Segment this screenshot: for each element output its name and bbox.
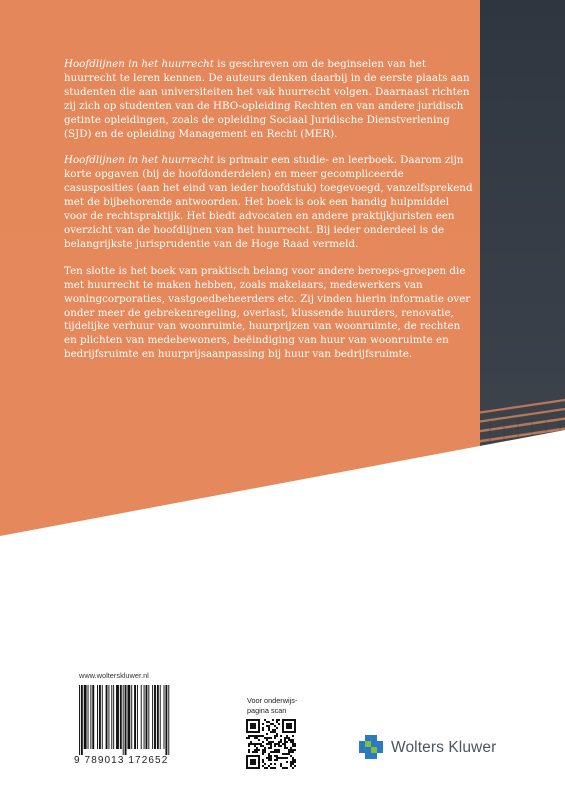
qr-module <box>278 719 280 721</box>
barcode-bar <box>168 685 169 755</box>
qr-module <box>294 765 296 767</box>
qr-module <box>262 741 264 743</box>
qr-module <box>278 745 280 747</box>
qr-module <box>254 743 256 745</box>
barcode-bar <box>79 685 80 755</box>
qr-module <box>276 733 278 735</box>
qr-module <box>268 757 270 759</box>
qr-module <box>272 719 274 721</box>
qr-module <box>268 721 270 723</box>
paragraph-text: is primair een studie- en leerboek. Daarom zijn korte opgaven (bij de hoofdonderdelen) en meer gecompliceerde casusposities (aan het eind van ieder hoofdstuk) toegevoegd, vanzelfsprekend met de bijbehorende antwoorden. Het boek is ook een handig hulpmiddel voor de rechtspraktijk. Het biedt advocaten en andere praktijkjuristen een overzicht van de hoofdlijnen van het huurrecht. Bij ieder onderdeel is de belangrijkste jurisprudentie van de Hoge Raad vermeld. <box>64 154 473 250</box>
qr-module <box>288 749 290 751</box>
qr-module <box>284 753 286 755</box>
qr-module <box>252 751 254 753</box>
qr-module <box>282 757 284 759</box>
qr-module <box>266 743 268 745</box>
qr-module <box>286 761 288 763</box>
qr-module <box>256 735 258 737</box>
qr-module <box>248 745 250 747</box>
qr-module <box>280 763 282 765</box>
barcode-bar <box>92 685 94 749</box>
qr-module <box>256 737 258 739</box>
qr-module <box>254 745 256 747</box>
barcode-bar <box>165 685 167 755</box>
qr-module <box>262 727 264 729</box>
qr-module <box>292 761 294 763</box>
qr-module <box>250 743 252 745</box>
qr-module <box>266 739 268 741</box>
qr-module <box>266 725 268 727</box>
qr-module <box>248 751 250 753</box>
qr-module <box>268 741 270 743</box>
qr-module <box>258 749 260 751</box>
barcode-bar <box>146 685 148 749</box>
qr-module <box>292 757 294 759</box>
qr-module <box>284 747 286 749</box>
qr-module <box>264 749 266 751</box>
qr-module <box>276 719 278 721</box>
qr-module <box>292 767 294 769</box>
qr-module <box>248 737 250 739</box>
barcode-bar <box>125 685 127 755</box>
qr-module <box>288 751 290 753</box>
qr-module <box>274 751 276 753</box>
barcode-bar <box>108 685 109 749</box>
qr-module <box>268 743 270 745</box>
qr-module <box>292 743 294 745</box>
qr-module <box>288 753 290 755</box>
qr-module <box>292 759 294 761</box>
qr-module <box>274 745 276 747</box>
qr-code <box>246 719 296 769</box>
qr-module <box>276 757 278 759</box>
barcode-bar <box>111 685 112 749</box>
qr-finder <box>250 723 256 729</box>
qr-module <box>278 741 280 743</box>
qr-module <box>272 741 274 743</box>
qr-module <box>268 725 270 727</box>
qr-module <box>272 751 274 753</box>
blurb-paragraph-3: Ten slotte is het boek van praktisch belang voor andere beroeps-groepen die met huurrecht te maken hebben, zoals makelaars, medewerkers van woningcorporaties, vastgoedbeheerders etc. Zij vinden hierin informatie over onder meer de gebrekenregeling, overlast, klussende huurders, renovatie, tijdelijke verhuur van woonruimte, huurprijzen van woonruimte, de rechten en plichten van medebewoners, beëindiging van huur van woonruimte en bedrijfsruimte en huurprijsaanpassing bij huur van bedrijfsruimte. <box>64 264 471 361</box>
qr-module <box>280 757 282 759</box>
qr-module <box>292 735 294 737</box>
qr-module <box>270 751 272 753</box>
qr-module <box>262 735 264 737</box>
qr-module <box>264 719 266 721</box>
qr-module <box>256 749 258 751</box>
qr-module <box>274 731 276 733</box>
qr-module <box>274 759 276 761</box>
website-url: www.wolterskluwer.nl <box>79 671 149 680</box>
qr-module <box>250 735 252 737</box>
qr-module <box>286 747 288 749</box>
cover-blurb <box>64 58 474 375</box>
qr-module <box>252 743 254 745</box>
qr-module <box>276 749 278 751</box>
qr-module <box>262 745 264 747</box>
qr-module <box>276 721 278 723</box>
qr-module <box>274 743 276 745</box>
qr-module <box>280 745 282 747</box>
qr-module <box>272 731 274 733</box>
qr-module <box>288 737 290 739</box>
barcode-bar <box>116 685 119 749</box>
qr-module <box>280 741 282 743</box>
paragraph-text: is geschreven om de beginselen van het huurrecht te leren kennen. De auteurs denken daarbij in de eerste plaats aan studenten die aan universiteiten het vak huurrecht volgen. Daarnaast richten zij zich op studenten van de HBO-opleiding Rechten en van andere juridisch getinte opleidingen, zoals de opleiding Sociaal Juridische Dienstverlening (SJD) en de opleiding Management en Recht (MER). <box>64 58 470 140</box>
qr-module <box>260 743 262 745</box>
qr-module <box>290 747 292 749</box>
barcode-bar <box>81 685 83 755</box>
qr-module <box>270 757 272 759</box>
qr-module <box>286 757 288 759</box>
qr-module <box>286 753 288 755</box>
qr-module <box>276 743 278 745</box>
qr-module <box>276 755 278 757</box>
barcode-bar <box>113 685 114 749</box>
scan-label <box>247 696 327 715</box>
qr-module <box>286 737 288 739</box>
qr-module <box>252 735 254 737</box>
qr-module <box>290 739 292 741</box>
barcode-bar <box>164 685 165 749</box>
qr-module <box>254 751 256 753</box>
qr-module <box>262 765 264 767</box>
barcode-bar <box>148 685 149 749</box>
qr-module <box>258 743 260 745</box>
qr-module <box>274 767 276 769</box>
qr-module <box>268 765 270 767</box>
scan-label-line-2: pagina scan <box>247 705 287 715</box>
qr-module <box>290 741 292 743</box>
qr-module <box>284 757 286 759</box>
barcode-bar <box>102 685 103 749</box>
barcode-bar <box>157 685 159 749</box>
qr-module <box>274 729 276 731</box>
qr-module <box>262 759 264 761</box>
qr-module <box>262 761 264 763</box>
qr-module <box>264 737 266 739</box>
qr-module <box>286 735 288 737</box>
qr-module <box>266 767 268 769</box>
barcode-bar <box>144 685 145 749</box>
qr-module <box>258 735 260 737</box>
qr-module <box>290 755 292 757</box>
barcode-bar <box>152 685 153 749</box>
barcode-bar <box>141 685 142 749</box>
qr-module <box>262 751 264 753</box>
qr-module <box>274 737 276 739</box>
qr-module <box>262 749 264 751</box>
qr-module <box>262 723 264 725</box>
qr-module <box>294 749 296 751</box>
qr-module <box>292 739 294 741</box>
qr-module <box>268 759 270 761</box>
qr-module <box>280 735 282 737</box>
qr-module <box>270 767 272 769</box>
qr-module <box>292 751 294 753</box>
barcode-bar <box>137 685 138 749</box>
qr-module <box>280 765 282 767</box>
qr-module <box>262 753 264 755</box>
barcode-bar <box>99 685 101 749</box>
blurb-paragraph-2 <box>64 154 474 251</box>
qr-module <box>272 723 274 725</box>
qr-module <box>270 737 272 739</box>
qr-module <box>264 767 266 769</box>
barcode-bar <box>84 685 87 749</box>
qr-module <box>270 723 272 725</box>
barcode-bar <box>97 685 98 749</box>
qr-module <box>274 763 276 765</box>
qr-module <box>264 763 266 765</box>
qr-module <box>270 743 272 745</box>
wolters-kluwer-logo-icon <box>356 733 386 763</box>
qr-module <box>290 749 292 751</box>
qr-module <box>270 759 272 761</box>
qr-module <box>276 759 278 761</box>
barcode-bar <box>120 685 122 749</box>
qr-module <box>292 745 294 747</box>
qr-module <box>290 751 292 753</box>
qr-module <box>254 749 256 751</box>
qr-module <box>292 749 294 751</box>
qr-module <box>248 749 250 751</box>
barcode-bar <box>106 685 108 749</box>
qr-module <box>282 753 284 755</box>
qr-module <box>264 747 266 749</box>
barcode-bar <box>134 685 136 749</box>
barcode-bar <box>160 685 161 749</box>
qr-module <box>266 757 268 759</box>
qr-module <box>256 747 258 749</box>
qr-module <box>270 755 272 757</box>
qr-module <box>268 727 270 729</box>
qr-module <box>264 751 266 753</box>
qr-module <box>268 737 270 739</box>
barcode-bar <box>131 685 132 749</box>
qr-module <box>268 753 270 755</box>
qr-module <box>278 743 280 745</box>
qr-module <box>274 749 276 751</box>
qr-module <box>260 735 262 737</box>
qr-module <box>276 751 278 753</box>
qr-module <box>266 721 268 723</box>
barcode-bar <box>90 685 91 749</box>
publisher-brand <box>356 733 496 763</box>
qr-module <box>272 767 274 769</box>
qr-module <box>248 735 250 737</box>
qr-module <box>286 767 288 769</box>
qr-module <box>284 767 286 769</box>
qr-finder <box>286 723 292 729</box>
qr-module <box>276 735 278 737</box>
qr-module <box>266 737 268 739</box>
book-title-italic: Hoofdlijnen in het huurrecht <box>64 154 214 167</box>
qr-module <box>256 743 258 745</box>
qr-module <box>292 763 294 765</box>
qr-module <box>278 757 280 759</box>
qr-module <box>248 743 250 745</box>
qr-module <box>270 763 272 765</box>
qr-module <box>270 745 272 747</box>
qr-module <box>256 751 258 753</box>
qr-module <box>284 737 286 739</box>
qr-module <box>274 735 276 737</box>
qr-module <box>270 741 272 743</box>
qr-module <box>260 745 262 747</box>
isbn-barcode <box>79 685 199 755</box>
qr-module <box>266 733 268 735</box>
qr-module <box>286 741 288 743</box>
barcode-bar <box>154 685 156 749</box>
qr-module <box>250 741 252 743</box>
qr-module <box>284 743 286 745</box>
qr-module <box>268 729 270 731</box>
isbn-number: 9 789013 172652 <box>74 755 169 766</box>
qr-module <box>282 743 284 745</box>
qr-module <box>258 739 260 741</box>
qr-module <box>246 737 248 739</box>
qr-module <box>284 739 286 741</box>
qr-module <box>294 745 296 747</box>
qr-module <box>278 751 280 753</box>
book-title-italic: Hoofdlijnen in het huurrecht <box>64 58 214 70</box>
qr-module <box>290 761 292 763</box>
blurb-paragraph-1 <box>64 58 474 141</box>
qr-module <box>278 749 280 751</box>
qr-module <box>254 737 256 739</box>
barcode-bar <box>127 685 130 749</box>
qr-finder <box>250 759 256 765</box>
qr-module <box>268 747 270 749</box>
qr-module <box>274 725 276 727</box>
publisher-name: Wolters Kluwer <box>391 739 497 756</box>
qr-module <box>274 755 276 757</box>
qr-module <box>270 747 272 749</box>
qr-module <box>280 739 282 741</box>
qr-module <box>294 759 296 761</box>
qr-module <box>290 763 292 765</box>
qr-module <box>262 729 264 731</box>
qr-module <box>270 731 272 733</box>
scan-label-line-1: Voor onderwijs- <box>247 696 298 705</box>
barcode-bar <box>123 685 124 755</box>
barcode-bar <box>88 685 89 749</box>
qr-module <box>294 743 296 745</box>
qr-module <box>268 755 270 757</box>
qr-module <box>288 739 290 741</box>
qr-module <box>272 729 274 731</box>
qr-module <box>284 745 286 747</box>
qr-module <box>278 723 280 725</box>
qr-module <box>294 761 296 763</box>
qr-module <box>254 735 256 737</box>
qr-module <box>282 767 284 769</box>
qr-module <box>284 741 286 743</box>
qr-module <box>292 741 294 743</box>
qr-module <box>290 765 292 767</box>
qr-module <box>276 727 278 729</box>
